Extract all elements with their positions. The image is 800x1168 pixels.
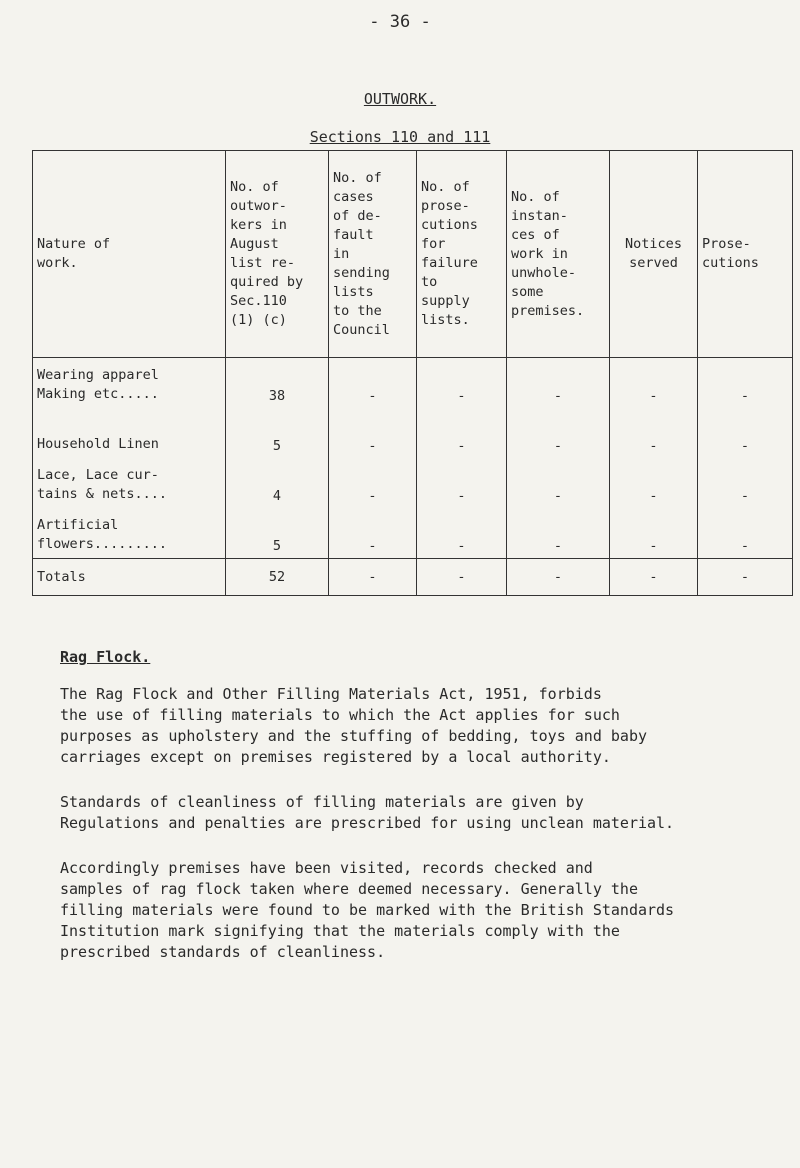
totals-cell: 52	[226, 559, 329, 596]
table-cell: -	[417, 408, 507, 458]
totals-cell: -	[698, 559, 793, 596]
table-cell: 5	[226, 508, 329, 559]
table-row	[33, 408, 793, 458]
table-cell: -	[610, 408, 698, 458]
table-cell: -	[610, 358, 698, 409]
totals-label: Totals	[33, 559, 226, 596]
header-nature-of-work: Nature of work.	[33, 151, 226, 358]
outwork-table	[32, 150, 793, 596]
table-header-row	[33, 151, 793, 358]
table-cell: -	[329, 408, 417, 458]
totals-cell: -	[610, 559, 698, 596]
header-default-cases: No. of cases of de- fault in sending lists to the Council	[329, 151, 417, 358]
header-notices-served: Notices served	[610, 151, 698, 358]
page-title	[0, 90, 800, 108]
table-cell: -	[329, 358, 417, 409]
row-name: Household Linen	[33, 408, 226, 458]
header-outworkers: No. of outwor- kers in August list re- quired by Sec.110 (1) (c)	[226, 151, 329, 358]
table-row	[33, 458, 793, 508]
table-row	[33, 508, 793, 559]
totals-row	[33, 559, 793, 596]
page-subtitle-text: Sections 110 and 111	[309, 128, 491, 146]
page-subtitle	[0, 128, 800, 146]
header-unwholesome-premises: No. of instan- ces of work in unwhole- some premises.	[507, 151, 610, 358]
table-cell: -	[417, 508, 507, 559]
row-name: Artificial flowers.........	[33, 508, 226, 559]
table-cell: -	[610, 458, 698, 508]
table-cell: 5	[226, 408, 329, 458]
totals-cell: -	[329, 559, 417, 596]
rag-flock-paragraph-1: The Rag Flock and Other Filling Materials Act, 1951, forbids the use of filling materials to which the Act applies for such purposes as upholstery and the stuffing of bedding, toys and baby carriages except on premises registered by a local authority.	[60, 685, 647, 766]
table-cell: -	[507, 358, 610, 409]
table-cell: -	[507, 408, 610, 458]
totals-cell: -	[417, 559, 507, 596]
row-name: Lace, Lace cur- tains & nets....	[33, 458, 226, 508]
table-cell: -	[417, 358, 507, 409]
table-cell: -	[698, 358, 793, 409]
rag-flock-paragraph-3: Accordingly premises have been visited, records checked and samples of rag flock taken where deemed necessary. Generally the filling materials were found to be marked with the British Standards Institution mark signifying that the materials comply with the prescribed standards of cleanliness.	[60, 859, 675, 961]
row-name: Wearing apparel Making etc.....	[33, 358, 226, 409]
rag-flock-paragraph-2: Standards of cleanliness of filling materials are given by Regulations and penalties are prescribed for using unclean material.	[60, 793, 675, 832]
table-cell: 38	[226, 358, 329, 409]
table-cell: -	[698, 408, 793, 458]
table-cell: -	[507, 508, 610, 559]
page-number: - 36 -	[369, 12, 431, 32]
table-row	[33, 358, 793, 409]
table-cell: -	[698, 458, 793, 508]
rag-flock-heading: Rag Flock.	[60, 648, 151, 666]
table-cell: -	[507, 458, 610, 508]
table-cell: -	[417, 458, 507, 508]
header-prosecutions: Prose- cutions	[698, 151, 793, 358]
header-prosecutions-failure: No. of prose- cutions for failure to supply lists.	[417, 151, 507, 358]
table-cell: -	[329, 458, 417, 508]
table-cell: -	[698, 508, 793, 559]
table-cell: 4	[226, 458, 329, 508]
table-cell: -	[610, 508, 698, 559]
page-title-text: OUTWORK.	[363, 90, 437, 108]
table-cell: -	[329, 508, 417, 559]
totals-cell: -	[507, 559, 610, 596]
